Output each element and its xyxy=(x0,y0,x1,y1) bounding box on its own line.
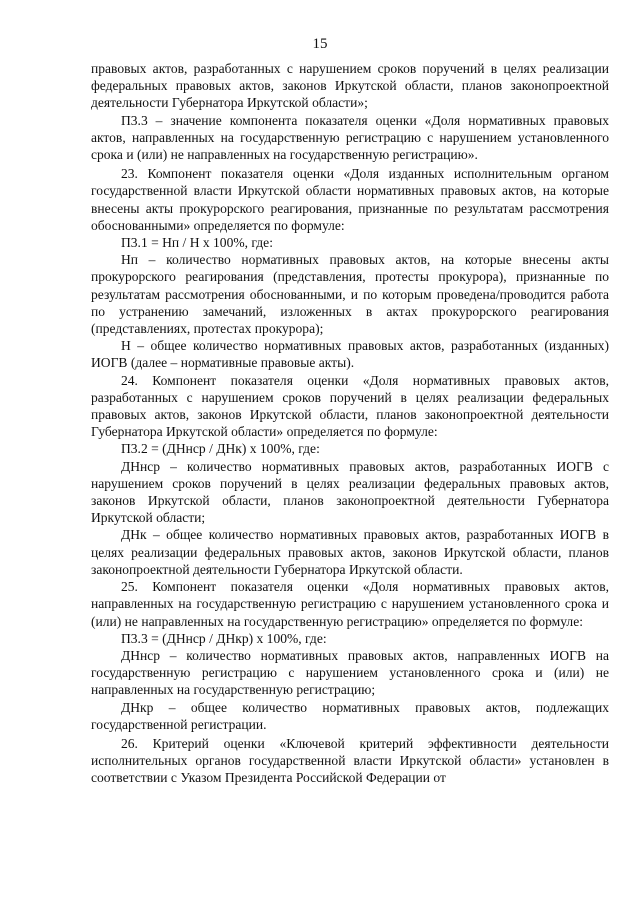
paragraph-np-definition: Нп – количество нормативных правовых актов, на которые внесены акты прокурорского реагирования (представления, протесты прокурора), признанные по результатам рассмотрения обоснованными, и по которым проведена/проводится работа по устранению замечаний, изложенных в актах прокурорского реагирования (представлениях, протестах прокурора); xyxy=(91,252,609,337)
paragraph-dnnsr-registration-definition: ДНнср – количество нормативных правовых актов, направленных ИОГВ на государственную регистрацию с нарушением установленного срока и (или) не направленных на государственную регистрацию; xyxy=(91,647,609,698)
formula-p33: П3.3 = (ДНнср / ДНкр) х 100%, где: xyxy=(121,630,327,646)
paragraph-item-24: 24. Компонент показателя оценки «Доля нормативных правовых актов, разработанных с нарушением сроков поручений в целях реализации федеральных правовых актов, законов Иркутской области, планов законопроектной деятельности Губернатора Иркутской области» определяется по формуле: xyxy=(91,372,609,440)
paragraph-item-23: 23. Компонент показателя оценки «Доля изданных исполнительным органом государственной власти Иркутской области нормативных правовых актов, на которые внесены акты прокурорского реагирования, признанные по результатам рассмотрения обоснованными» определяется по формуле: xyxy=(91,166,609,233)
paragraph-dnk-definition: ДНк – общее количество нормативных правовых актов, разработанных ИОГВ в целях реализации федеральных правовых актов, законов Иркутской области, планов законопроектной деятельности Губернатора Иркутской области. xyxy=(91,527,609,577)
formula-p31: П3.1 = Нп / Н х 100%, где: xyxy=(121,235,273,251)
paragraph-dnnsr-definition: ДНнср – количество нормативных правовых актов, разработанных ИОГВ с нарушением сроков поручений в целях реализации федеральных правовых актов, законов Иркутской области, планов законопроектной деятельности Губернатора Иркутской области; xyxy=(91,458,609,526)
paragraph-dnkr-definition: ДНкр – общее количество нормативных правовых актов, подлежащих государственной регистрации. xyxy=(91,699,609,732)
paragraph-p33-definition: П3.3 – значение компонента показателя оценки «Доля нормативных правовых актов, направленных на государственную регистрацию с нарушением установленного срока и (или) не направленных на государственную регистрацию». xyxy=(91,112,609,163)
paragraph-item-25: 25. Компонент показателя оценки «Доля нормативных правовых актов, направленных на государственную регистрацию с нарушением установленного срока и (или) не направленных на государственную регистрацию» определяется по формуле: xyxy=(91,579,609,629)
paragraph-item-26: 26. Критерий оценки «Ключевой критерий эффективности деятельности исполнительных органов государственной власти Иркутской области» установлен в соответствии с Указом Президента Российской Федерации от xyxy=(91,735,609,786)
paragraph-continuation: правовых актов, разработанных с нарушением сроков поручений в целях реализации федеральных правовых актов, законов Иркутской области, планов законопроектной деятельности Губернатора Иркутской области»; xyxy=(91,61,609,111)
page-number: 15 xyxy=(312,36,328,52)
formula-p32: П3.2 = (ДНнср / ДНк) х 100%, где: xyxy=(121,441,320,457)
paragraph-n-definition: Н – общее количество нормативных правовых актов, разработанных (изданных) ИОГВ (далее – нормативные правовые акты). xyxy=(91,338,609,371)
document-body xyxy=(91,60,609,787)
